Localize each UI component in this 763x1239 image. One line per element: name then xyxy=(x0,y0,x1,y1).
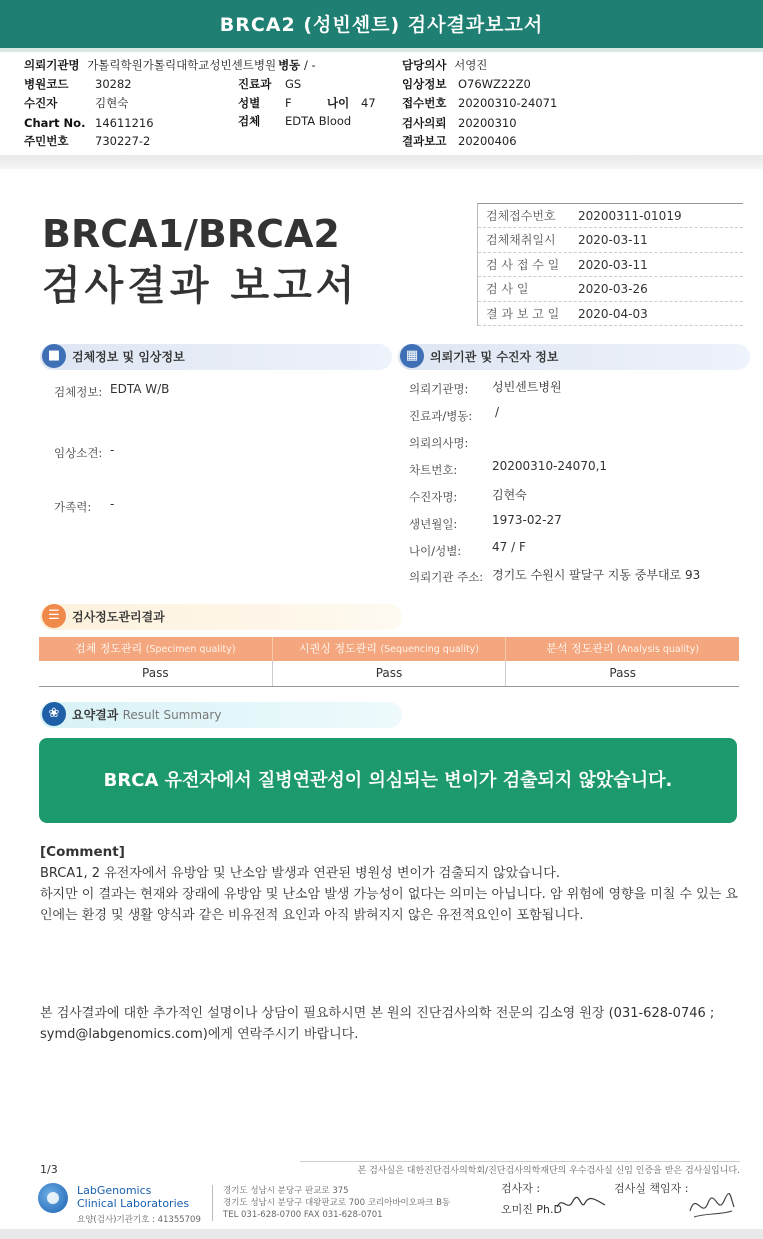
inst-addr-value: 경기도 수원시 팔달구 지동 중부대로 93 xyxy=(492,568,701,582)
doctor-key: 담당의사 xyxy=(402,58,447,72)
qc-header-cell: 분석 정도관리 (Analysis quality) xyxy=(546,642,700,655)
comment-heading: [Comment] xyxy=(40,844,125,860)
inst-patient-label: 수진자명: xyxy=(409,490,458,504)
section-institution-header: ▦ 의뢰기관 및 수진자 정보 xyxy=(398,344,750,370)
qc-cell: Pass xyxy=(273,661,507,686)
page-number: 1/3 xyxy=(40,1163,58,1176)
meta-row: 검 사 접 수 일 2020-03-11 xyxy=(478,253,743,277)
inst-doctor-label: 의뢰의사명: xyxy=(409,436,469,450)
hospital-icon: ▦ xyxy=(400,344,424,368)
inst-agesex-value: 47 / F xyxy=(492,540,526,554)
patient-key: 수진자 xyxy=(24,96,58,110)
top-divider xyxy=(0,48,763,52)
comment-line: BRCA1, 2 유전자에서 유방암 및 난소암 발생과 연관된 병원성 변이가 검출되지 않았습니다. xyxy=(40,866,560,881)
qc-header-cell: 시퀀싱 정도관리 (Sequencing quality) xyxy=(273,637,507,661)
qc-table-row xyxy=(39,661,739,687)
inst-patient-value: 김현숙 xyxy=(492,488,527,502)
clinical-finding-label: 임상소견: xyxy=(54,446,103,460)
qc-table-header xyxy=(39,637,739,661)
comment-line: 하지만 이 결과는 현재와 장래에 유방암 및 난소암 발생 가능성이 없다는 의미는 아닙니다. 암 위험에 영향을 미칠 수 있는 요인에는 환경 및 생활 양식과 같은 비유전적 요인과 아직 밝혀지지 않은 유전적요인이 포함됩니다. xyxy=(40,887,738,923)
certification-note: 본 검사실은 대한진단검사의학회/진단검사의학재단의 우수검사실 신임 인증을 받은 검사실입니다. xyxy=(300,1161,740,1176)
patient-value: 김현숙 xyxy=(95,96,129,110)
age-key: 나이 xyxy=(327,96,350,110)
inst-chart-label: 차트번호: xyxy=(409,463,458,477)
specimen-value: EDTA Blood xyxy=(285,114,352,128)
inst-chart-value: 20200310-24070,1 xyxy=(492,459,608,473)
receipt-value: 20200310-24071 xyxy=(458,96,558,110)
report-title-line1: BRCA1/BRCA2 xyxy=(42,212,340,256)
inst-name-value: 성빈센트병원 xyxy=(492,380,562,394)
tester-signature xyxy=(555,1193,607,1215)
inst-dob-value: 1973-02-27 xyxy=(492,513,562,527)
report-value: 20200406 xyxy=(458,134,517,148)
contact-text: 본 검사결과에 대한 추가적인 설명이나 상담이 필요하시면 본 원의 진단검사의학 전문의 김소영 원장 (031-628-0746 ; symd@labgenomics.com)에게 연락주시기 바랍니다. xyxy=(40,1006,715,1042)
age-value: 47 xyxy=(361,96,376,110)
lock-icon: ■ xyxy=(42,344,66,368)
comment-block xyxy=(40,842,750,926)
hosp-code-value: 30282 xyxy=(95,77,132,91)
lab-name: LabGenomics Clinical Laboratories xyxy=(77,1184,190,1210)
inst-agesex-label: 나이/성별: xyxy=(409,544,462,558)
specimen-info-value: EDTA W/B xyxy=(110,382,170,396)
meta-row: 검체접수번호 20200311-01019 xyxy=(478,204,743,228)
sex-value: F xyxy=(285,96,292,110)
institution-value: 가톨릭학원가톨릭대학교성빈센트병원 xyxy=(87,58,277,72)
qc-cell: Pass xyxy=(609,666,636,680)
bottom-divider xyxy=(0,1229,763,1239)
patient-header xyxy=(0,56,763,156)
clinical-value: O76WZ22Z0 xyxy=(458,77,531,91)
chief-label: 검사실 책임자 : xyxy=(614,1182,689,1195)
tester-label: 검사자 : xyxy=(501,1182,541,1195)
chief-signature xyxy=(686,1185,736,1223)
sex-key: 성별 xyxy=(238,96,261,110)
qc-cell: Pass xyxy=(39,661,273,686)
inst-dept-label: 진료과/병동: xyxy=(409,409,473,423)
doctor-value: 서영진 xyxy=(454,58,488,72)
institution-key: 의뢰기관명 xyxy=(24,58,80,72)
clinical-finding-value: - xyxy=(110,443,115,457)
section-summary-header: ❀ 요약결과 Result Summary xyxy=(40,702,402,728)
dept-value: GS xyxy=(285,77,302,91)
clinical-key: 임상정보 xyxy=(402,77,447,91)
dept-key: 진료과 xyxy=(238,77,272,91)
chart-key: Chart No. xyxy=(24,116,86,130)
report-title-line2: 검사결과 보고서 xyxy=(42,263,359,309)
section-specimen-header: ■ 검체정보 및 임상정보 xyxy=(40,344,392,370)
rrn-key: 주민번호 xyxy=(24,134,69,148)
lab-address: 경기도 성남시 분당구 판교로 375 경기도 성남시 분당구 대왕판교로 700 코리아바이오파크 B동 TEL 031-628-0700 FAX 031-628-0701 xyxy=(212,1185,450,1221)
page-gap xyxy=(0,155,763,169)
specimen-key: 검체 xyxy=(238,114,261,128)
request-value: 20200310 xyxy=(458,116,517,130)
section-qc-header: ☰ 검사정도관리결과 xyxy=(40,604,402,630)
chart-value: 14611216 xyxy=(95,116,154,130)
specimen-info-label: 검체정보: xyxy=(54,385,103,399)
page-footer xyxy=(0,1155,763,1239)
tester-name: 오미진 Ph.D xyxy=(501,1203,562,1216)
inst-addr-label: 의뢰기관 주소: xyxy=(409,570,484,584)
inst-dept-value: / xyxy=(495,405,500,419)
family-history-label: 가족력: xyxy=(54,500,92,514)
qc-table xyxy=(39,637,739,687)
ward-value: / - xyxy=(303,58,316,72)
meta-row: 검 사 일 2020-03-26 xyxy=(478,277,743,301)
qc-header-cell: 검체 정도관리 (Specimen quality) xyxy=(39,637,273,661)
clipboard-icon: ☰ xyxy=(42,604,66,628)
receipt-meta-table xyxy=(477,203,743,326)
family-history-value: - xyxy=(110,497,115,511)
inst-name-label: 의뢰기관명: xyxy=(409,382,469,396)
meta-row: 결 과 보 고 일 2020-04-03 xyxy=(478,302,743,326)
hosp-code-key: 병원코드 xyxy=(24,77,69,91)
rrn-value: 730227-2 xyxy=(95,134,151,148)
inst-dob-label: 생년월일: xyxy=(409,517,458,531)
ribbon-icon: ❀ xyxy=(42,702,66,726)
lab-code: 요양(검사)기관기호 : 41355709 xyxy=(77,1215,201,1225)
ward-key: 병동 xyxy=(278,58,301,72)
report-top-title: BRCA2 (성빈센트) 검사결과보고서 xyxy=(0,0,763,48)
summary-result: BRCA 유전자에서 질병연관성이 의심되는 변이가 검출되지 않았습니다. xyxy=(39,738,737,823)
meta-row: 검체채취일시 2020-03-11 xyxy=(478,228,743,252)
receipt-key: 접수번호 xyxy=(402,96,447,110)
report-key: 결과보고 xyxy=(402,134,447,148)
labgenomics-logo xyxy=(38,1183,68,1213)
request-key: 검사의뢰 xyxy=(402,116,447,130)
report-title xyxy=(42,208,358,312)
